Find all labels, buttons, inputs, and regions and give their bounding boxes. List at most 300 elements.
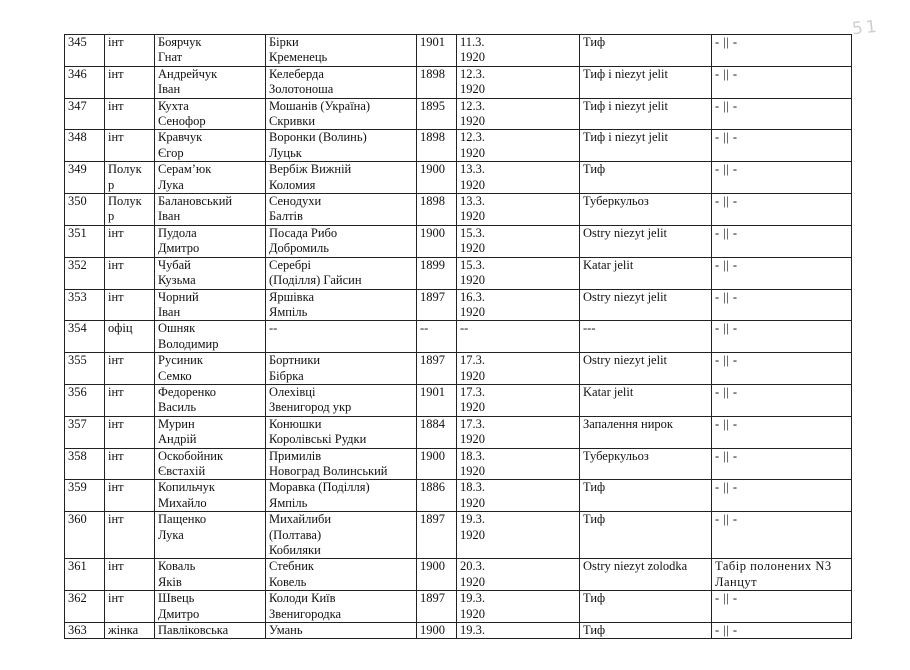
death-register-table xyxy=(64,34,852,639)
cell-death-date-text: 1920 xyxy=(460,273,485,288)
cell-place-text: Скривки xyxy=(269,114,316,129)
cell-cause-text: Тиф і niezyt jelit xyxy=(583,98,668,113)
cell-death-date-text: 12.3. xyxy=(460,130,485,145)
cell-death-date-text: 20.3. xyxy=(460,559,485,574)
cell-death-date xyxy=(457,416,580,448)
page-number: 51 xyxy=(851,16,881,40)
cell-place-text: Мошанів (Україна) xyxy=(269,98,371,113)
cell-birth-year xyxy=(417,384,457,416)
table-row xyxy=(65,591,852,623)
cell-name-text: Семко xyxy=(158,368,192,383)
cell-death-date-text: 1920 xyxy=(460,82,485,97)
cell-rank xyxy=(105,512,155,559)
cell-place-text: Луцьк xyxy=(269,145,302,160)
cell-death-date xyxy=(457,591,580,623)
cell-name xyxy=(155,257,266,289)
cell-name-text: Дмитро xyxy=(158,606,200,621)
cell-name-text: Кухта xyxy=(158,98,189,113)
cell-note xyxy=(712,66,852,98)
cell-name-text: Ошняк xyxy=(158,321,196,336)
cell-rank-text: інт xyxy=(108,559,124,574)
cell-birth-year xyxy=(417,66,457,98)
cell-death-date xyxy=(457,162,580,194)
cell-death-date-text: 19.3. xyxy=(460,623,485,638)
cell-place-text: Добромиль xyxy=(269,241,329,256)
table-row xyxy=(65,480,852,512)
cell-death-date xyxy=(457,289,580,321)
cell-death-date-text: 13.3. xyxy=(460,162,485,177)
cell-death-date xyxy=(457,35,580,67)
cell-cause-text: Тиф xyxy=(583,162,606,177)
cell-place-text: Бірки xyxy=(269,35,299,49)
cell-cause-text: Тиф і niezyt jelit xyxy=(583,66,668,81)
cell-birth-year-text: 1900 xyxy=(420,448,445,463)
cell-birth-year xyxy=(417,480,457,512)
cell-rank-text: інт xyxy=(108,448,124,463)
cell-place-text: Моравка (Поділля) xyxy=(269,480,370,495)
cell-name-text: Василь xyxy=(158,400,197,415)
cell-death-date-text: 18.3. xyxy=(460,480,485,495)
cell-name xyxy=(155,591,266,623)
cell-place-text: Колоди Київ xyxy=(269,591,336,606)
cell-place-text: Коломия xyxy=(269,177,316,192)
cell-name-text: Мурин xyxy=(158,416,195,431)
cell-name-text: Володимир xyxy=(158,336,219,351)
cell-cause xyxy=(580,66,712,98)
cell-cause xyxy=(580,194,712,226)
cell-death-date-text: 1920 xyxy=(460,177,485,192)
cell-cause xyxy=(580,162,712,194)
cell-cause xyxy=(580,98,712,130)
cell-number xyxy=(65,480,105,512)
table-row xyxy=(65,225,852,257)
cell-birth-year-text: 1884 xyxy=(420,416,445,431)
table-row xyxy=(65,257,852,289)
cell-number-text: 350 xyxy=(68,194,87,209)
cell-rank-text: інт xyxy=(108,66,124,81)
cell-place-text: -- xyxy=(269,321,278,336)
cell-cause xyxy=(580,289,712,321)
cell-number-text: 345 xyxy=(68,35,87,49)
cell-note-text: - || - xyxy=(715,66,738,81)
cell-death-date xyxy=(457,559,580,591)
cell-number xyxy=(65,559,105,591)
cell-rank xyxy=(105,130,155,162)
cell-rank-text: жінка xyxy=(108,623,139,638)
cell-number xyxy=(65,416,105,448)
cell-place xyxy=(266,162,417,194)
cell-death-date-text: 1920 xyxy=(460,209,485,224)
cell-number-text: 358 xyxy=(68,448,87,463)
cell-place xyxy=(266,98,417,130)
cell-birth-year xyxy=(417,321,457,353)
cell-note xyxy=(712,321,852,353)
cell-name-text: Андрій xyxy=(158,432,197,447)
cell-death-date xyxy=(457,480,580,512)
cell-name-text: Балановський xyxy=(158,194,233,209)
table-row xyxy=(65,448,852,480)
cell-rank xyxy=(105,623,155,639)
cell-name-text: Михайло xyxy=(158,495,207,510)
cell-birth-year-text: 1898 xyxy=(420,194,445,209)
cell-name-text: Русиник xyxy=(158,353,203,368)
cell-rank xyxy=(105,194,155,226)
cell-place-text: Серебрі xyxy=(269,257,311,272)
cell-place-text: Королівські Рудки xyxy=(269,432,367,447)
cell-place-text: Сенодухи xyxy=(269,194,322,209)
table-row xyxy=(65,66,852,98)
cell-birth-year-text: 1899 xyxy=(420,257,445,272)
cell-name xyxy=(155,194,266,226)
cell-cause-text: Тиф xyxy=(583,512,606,527)
cell-name xyxy=(155,623,266,639)
cell-number xyxy=(65,130,105,162)
cell-number-text: 355 xyxy=(68,353,87,368)
cell-note-text: - || - xyxy=(715,591,738,606)
cell-cause-text: Запалення нирок xyxy=(583,416,673,431)
cell-note-text: - || - xyxy=(715,194,738,209)
cell-birth-year xyxy=(417,512,457,559)
cell-name-text: Копильчук xyxy=(158,480,215,495)
cell-note-text: - || - xyxy=(715,98,738,113)
cell-place xyxy=(266,416,417,448)
cell-birth-year xyxy=(417,416,457,448)
cell-name-text: Пащенко xyxy=(158,512,207,527)
cell-place xyxy=(266,353,417,385)
cell-name-text: Іван xyxy=(158,304,181,319)
cell-birth-year-text: 1897 xyxy=(420,289,445,304)
cell-number-text: 354 xyxy=(68,321,87,336)
cell-name-text: Яків xyxy=(158,574,182,589)
cell-rank-text: інт xyxy=(108,480,124,495)
cell-place-text: Михайлиби xyxy=(269,512,332,527)
cell-number-text: 361 xyxy=(68,559,87,574)
cell-death-date-text: 1920 xyxy=(460,145,485,160)
cell-note-text: - || - xyxy=(715,384,738,399)
cell-birth-year-text: 1900 xyxy=(420,559,445,574)
table-body xyxy=(65,35,852,639)
cell-note-text: - || - xyxy=(715,35,738,49)
cell-name-text: Швець xyxy=(158,591,195,606)
cell-birth-year-text: 1895 xyxy=(420,98,445,113)
cell-note-text: - || - xyxy=(715,225,738,240)
cell-note xyxy=(712,162,852,194)
cell-cause xyxy=(580,384,712,416)
cell-place-text: Бібрка xyxy=(269,368,304,383)
cell-name-text: Євстахій xyxy=(158,463,206,478)
cell-birth-year xyxy=(417,257,457,289)
cell-birth-year xyxy=(417,623,457,639)
cell-death-date xyxy=(457,384,580,416)
table-row xyxy=(65,384,852,416)
cell-rank xyxy=(105,384,155,416)
cell-note-text: - || - xyxy=(715,480,738,495)
cell-number-text: 352 xyxy=(68,257,87,272)
cell-place xyxy=(266,384,417,416)
cell-death-date-text: 1920 xyxy=(460,606,485,621)
cell-rank-text: інт xyxy=(108,130,124,145)
cell-place-text: Ямпіль xyxy=(269,495,308,510)
cell-name xyxy=(155,130,266,162)
cell-death-date-text: 1920 xyxy=(460,432,485,447)
cell-death-date-text: 16.3. xyxy=(460,289,485,304)
cell-birth-year-text: 1898 xyxy=(420,130,445,145)
cell-death-date xyxy=(457,321,580,353)
cell-rank-text: Полук xyxy=(108,162,142,177)
cell-note-text: - || - xyxy=(715,512,738,527)
cell-place xyxy=(266,448,417,480)
cell-name-text: Чубай xyxy=(158,257,191,272)
cell-name-text: Лука xyxy=(158,177,184,192)
cell-rank xyxy=(105,448,155,480)
cell-place xyxy=(266,480,417,512)
table-row xyxy=(65,130,852,162)
cell-name-text: Сенофор xyxy=(158,114,206,129)
cell-note xyxy=(712,130,852,162)
cell-note xyxy=(712,257,852,289)
cell-name xyxy=(155,559,266,591)
cell-note xyxy=(712,512,852,559)
cell-name xyxy=(155,353,266,385)
cell-number xyxy=(65,257,105,289)
cell-name xyxy=(155,225,266,257)
cell-note xyxy=(712,480,852,512)
cell-rank-text: інт xyxy=(108,384,124,399)
cell-note-text: - || - xyxy=(715,623,738,638)
cell-birth-year-text: 1901 xyxy=(420,35,445,49)
cell-note xyxy=(712,448,852,480)
cell-name-text: Дмитро xyxy=(158,241,200,256)
cell-note xyxy=(712,591,852,623)
cell-death-date xyxy=(457,130,580,162)
cell-note xyxy=(712,416,852,448)
cell-number xyxy=(65,225,105,257)
cell-number-text: 351 xyxy=(68,225,87,240)
cell-name-text: Кравчук xyxy=(158,130,203,145)
cell-name-text: Лука xyxy=(158,527,184,542)
cell-cause-text: --- xyxy=(583,321,596,336)
cell-number xyxy=(65,623,105,639)
cell-place xyxy=(266,289,417,321)
cell-death-date xyxy=(457,225,580,257)
cell-cause-text: Ostry niezyt jelit xyxy=(583,289,668,304)
cell-place-text: Стебник xyxy=(269,559,314,574)
cell-place xyxy=(266,225,417,257)
cell-name xyxy=(155,321,266,353)
cell-number xyxy=(65,384,105,416)
cell-note-text: Табір полонених N3 xyxy=(715,559,832,574)
cell-place-text: Кременець xyxy=(269,50,328,65)
table-row xyxy=(65,35,852,67)
cell-rank xyxy=(105,480,155,512)
cell-place-text: Бортники xyxy=(269,353,321,368)
cell-death-date-text: 19.3. xyxy=(460,512,485,527)
cell-birth-year xyxy=(417,194,457,226)
cell-birth-year xyxy=(417,35,457,67)
cell-rank-text: інт xyxy=(108,225,124,240)
cell-place-text: (Полтава) xyxy=(269,527,322,542)
table-row xyxy=(65,194,852,226)
cell-death-date-text: 11.3. xyxy=(460,35,485,49)
cell-rank-text: інт xyxy=(108,512,124,527)
table-row xyxy=(65,353,852,385)
cell-rank xyxy=(105,35,155,67)
cell-death-date xyxy=(457,66,580,98)
cell-cause-text: Ostry niezyt zolodka xyxy=(583,559,688,574)
cell-death-date xyxy=(457,98,580,130)
cell-number-text: 362 xyxy=(68,591,87,606)
cell-name-text: Іван xyxy=(158,209,181,224)
cell-birth-year xyxy=(417,289,457,321)
cell-cause xyxy=(580,480,712,512)
cell-note-text: - || - xyxy=(715,162,738,177)
cell-death-date-text: 18.3. xyxy=(460,448,485,463)
cell-cause xyxy=(580,559,712,591)
cell-cause xyxy=(580,257,712,289)
cell-place-text: Примилів xyxy=(269,448,322,463)
cell-name xyxy=(155,416,266,448)
cell-death-date xyxy=(457,448,580,480)
cell-name-text: Єгор xyxy=(158,145,184,160)
cell-note xyxy=(712,384,852,416)
cell-birth-year-text: 1901 xyxy=(420,384,445,399)
cell-rank xyxy=(105,66,155,98)
cell-number-text: 348 xyxy=(68,130,87,145)
cell-note-text: - || - xyxy=(715,321,738,336)
cell-rank xyxy=(105,321,155,353)
cell-note xyxy=(712,194,852,226)
cell-number xyxy=(65,448,105,480)
cell-death-date xyxy=(457,257,580,289)
cell-name-text: Федоренко xyxy=(158,384,217,399)
cell-death-date-text: 19.3. xyxy=(460,591,485,606)
cell-birth-year xyxy=(417,353,457,385)
cell-number-text: 349 xyxy=(68,162,87,177)
cell-rank-text: інт xyxy=(108,257,124,272)
cell-birth-year-text: 1897 xyxy=(420,591,445,606)
cell-birth-year-text: 1897 xyxy=(420,353,445,368)
cell-place-text: Новоград Волинський xyxy=(269,463,388,478)
cell-death-date-text: 1920 xyxy=(460,304,485,319)
cell-rank-text: інт xyxy=(108,98,124,113)
cell-number-text: 357 xyxy=(68,416,87,431)
table-row xyxy=(65,162,852,194)
cell-place-text: Яршівка xyxy=(269,289,315,304)
cell-death-date-text: 17.3. xyxy=(460,384,485,399)
cell-name xyxy=(155,384,266,416)
cell-note-text: - || - xyxy=(715,448,738,463)
cell-place xyxy=(266,257,417,289)
cell-note xyxy=(712,623,852,639)
table-row xyxy=(65,321,852,353)
cell-number-text: 356 xyxy=(68,384,87,399)
cell-cause xyxy=(580,416,712,448)
cell-note xyxy=(712,289,852,321)
cell-death-date-text: 1920 xyxy=(460,574,485,589)
cell-birth-year-text: 1897 xyxy=(420,512,445,527)
cell-rank-text: р xyxy=(108,209,115,224)
cell-name-text: Оскобойник xyxy=(158,448,224,463)
cell-death-date-text: 1920 xyxy=(460,495,485,510)
table-row xyxy=(65,559,852,591)
cell-place xyxy=(266,321,417,353)
cell-birth-year xyxy=(417,130,457,162)
cell-birth-year xyxy=(417,591,457,623)
cell-place-text: Балтів xyxy=(269,209,303,224)
table-row xyxy=(65,623,852,639)
cell-birth-year-text: 1900 xyxy=(420,225,445,240)
cell-birth-year-text: 1898 xyxy=(420,66,445,81)
cell-rank xyxy=(105,559,155,591)
cell-name-text: Чорний xyxy=(158,289,199,304)
cell-rank xyxy=(105,257,155,289)
cell-birth-year xyxy=(417,559,457,591)
cell-death-date-text: 1920 xyxy=(460,368,485,383)
cell-place-text: Ковель xyxy=(269,574,307,589)
cell-number xyxy=(65,35,105,67)
cell-rank-text: Полук xyxy=(108,194,142,209)
cell-number xyxy=(65,194,105,226)
cell-place-text: Посада Рибо xyxy=(269,225,338,240)
cell-birth-year-text: -- xyxy=(420,321,429,336)
cell-name xyxy=(155,162,266,194)
cell-cause xyxy=(580,448,712,480)
cell-death-date-text: 1920 xyxy=(460,463,485,478)
cell-number xyxy=(65,321,105,353)
cell-rank xyxy=(105,289,155,321)
cell-number-text: 353 xyxy=(68,289,87,304)
cell-place xyxy=(266,66,417,98)
cell-death-date-text: -- xyxy=(460,321,469,336)
cell-note xyxy=(712,559,852,591)
cell-number xyxy=(65,98,105,130)
cell-cause-text: Тиф xyxy=(583,591,606,606)
cell-number xyxy=(65,353,105,385)
cell-death-date-text: 12.3. xyxy=(460,98,485,113)
cell-death-date-text: 1920 xyxy=(460,50,485,65)
cell-name-text: Боярчук xyxy=(158,35,202,49)
cell-place-text: Воронки (Волинь) xyxy=(269,130,367,145)
cell-rank-text: інт xyxy=(108,289,124,304)
cell-rank xyxy=(105,98,155,130)
cell-cause xyxy=(580,512,712,559)
table-row xyxy=(65,512,852,559)
cell-rank-text: інт xyxy=(108,35,124,49)
cell-number-text: 347 xyxy=(68,98,87,113)
cell-name xyxy=(155,512,266,559)
cell-death-date xyxy=(457,512,580,559)
cell-note-text: - || - xyxy=(715,257,738,272)
cell-death-date-text: 17.3. xyxy=(460,416,485,431)
cell-rank-text: р xyxy=(108,177,115,192)
cell-number-text: 360 xyxy=(68,512,87,527)
cell-name-text: Гнат xyxy=(158,50,183,65)
cell-name xyxy=(155,480,266,512)
cell-birth-year xyxy=(417,162,457,194)
cell-name-text: Павліковська xyxy=(158,623,229,638)
cell-rank xyxy=(105,162,155,194)
cell-place-text: Ямпіль xyxy=(269,304,308,319)
cell-cause-text: Ostry niezyt jelit xyxy=(583,225,668,240)
cell-cause xyxy=(580,225,712,257)
cell-note xyxy=(712,98,852,130)
cell-note-text: - || - xyxy=(715,289,738,304)
cell-death-date-text: 1920 xyxy=(460,241,485,256)
cell-note-text: - || - xyxy=(715,416,738,431)
cell-place-text: Золотоноша xyxy=(269,82,334,97)
cell-death-date-text: 13.3. xyxy=(460,194,485,209)
cell-number xyxy=(65,66,105,98)
